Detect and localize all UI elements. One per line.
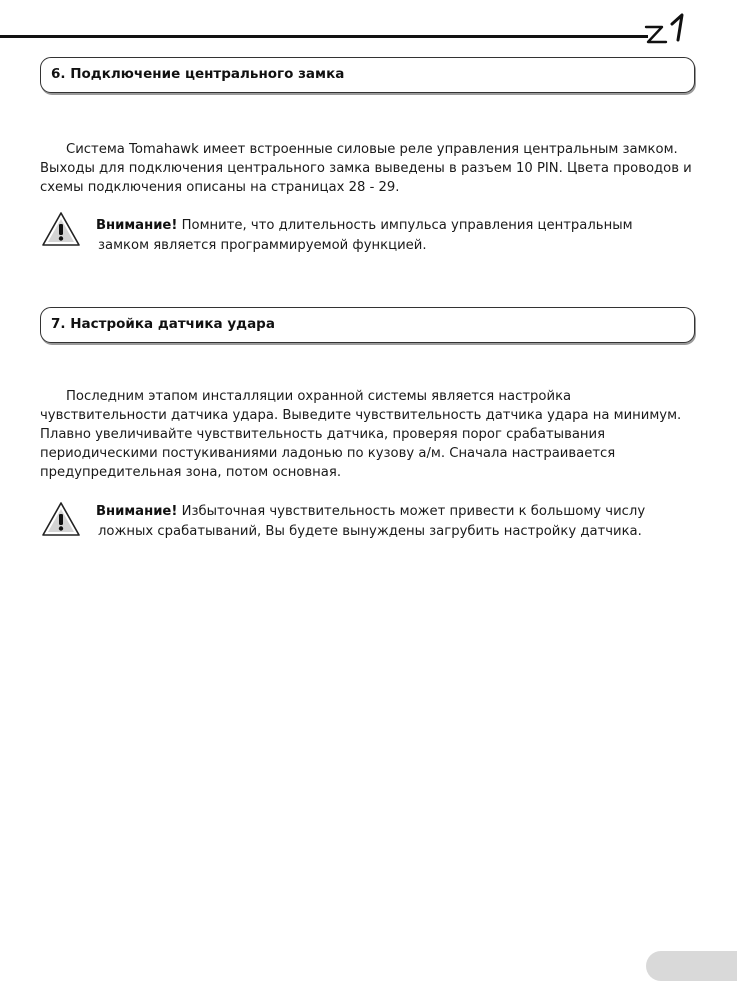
- warning-line-1: Помните, что длительность импульса управления центральным: [177, 218, 633, 233]
- warning-label: Внимание!: [96, 218, 178, 233]
- section-7-warning: [96, 502, 696, 542]
- section-6-header: [40, 57, 695, 93]
- section-7-header: [40, 307, 695, 343]
- warning-line-2: замком является программируемой функцией.: [98, 238, 427, 253]
- warning-label: Внимание!: [96, 504, 178, 519]
- section-7-title: 7. Настройка датчика удара: [51, 316, 275, 332]
- warning-line-1: Избыточная чувствительность может привести к большому числу: [177, 504, 646, 519]
- section-6-warning: [96, 216, 696, 256]
- section-6-text: Система Tomahawk имеет встроенные силовые реле управления центральным замком. Выходы для подключения центрального замка выведены в разъем 10 PIN. Цвета проводов и схемы подключения описаны на страницах 28 - 29.: [40, 142, 692, 195]
- header-rule: [0, 35, 648, 38]
- section-6-title: 6. Подключение центрального замка: [51, 66, 345, 82]
- warning-icon: [40, 500, 82, 538]
- section-6-paragraph: [40, 140, 700, 197]
- brand-logo: [640, 10, 700, 50]
- section-7-paragraph: [40, 387, 700, 482]
- section-7-text: Последним этапом инсталляции охранной системы является настройка чувствительности датчика удара. Выведите чувствительность датчика удара на минимум. Плавно увеличивайте чувствительность датчика, проверяя порог срабатывания периодическими постукиваниями ладонью по кузову а/м. Сначала настраивается предупредительная зона, потом основная.: [40, 389, 682, 480]
- page-number-tab: [646, 951, 737, 981]
- warning-icon: [40, 210, 82, 248]
- warning-line-2: ложных срабатываний, Вы будете вынуждены загрубить настройку датчика.: [98, 524, 642, 539]
